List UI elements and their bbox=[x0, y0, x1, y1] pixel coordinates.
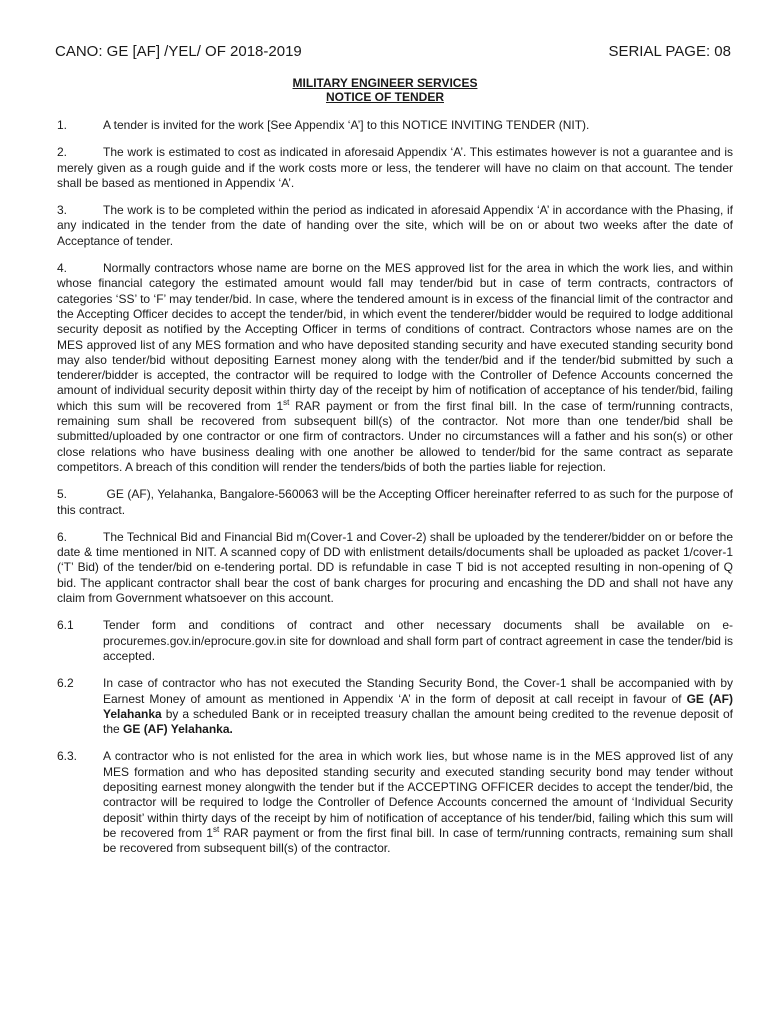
title-notice: NOTICE OF TENDER bbox=[325, 90, 444, 104]
document-titles bbox=[0, 76, 770, 104]
paragraph-text: A tender is invited for the work [See Appendix ‘A’] to this NOTICE INVITING TENDER (NIT). bbox=[103, 118, 590, 132]
paragraph-number: 1. bbox=[57, 118, 68, 132]
paragraph-text: The work is to be completed within the period as indicated in aforesaid Appendix ‘A’ in accordance with the Phasing, if any indicated in the tender from the date of handing over the site, which will be on or about two weeks after the date of Acceptance of tender. bbox=[57, 203, 733, 248]
paragraph-text: A contractor who is not enlisted for the area in which work lies, but whose name is in the MES approved list of any MES formation and who has deposited standing security and executed standing security bond may tender without depositing earnest money alongwith the tender but if the ACCEPTING OFFICER decides to accept the tender/bid, the contractor will be required to lodge the Controller of Defence Accounts concerned the amount of ‘Individual Security deposit’ within thirty days of the receipt by him of notification of acceptance of his tender/bid, failing which this sum will be recovered from 1 bbox=[103, 749, 733, 840]
paragraph-3 bbox=[57, 203, 733, 249]
cano-reference: CANO: GE [AF] /YEL/ OF 2018-2019 bbox=[55, 43, 302, 60]
bold-office-name: GE (AF) Yelahanka bbox=[103, 691, 733, 721]
paragraph-text-cont: RAR payment or from the first final bill. In the case of term/running contracts, remaining sum shall be recovered from subsequent bill(s) of the contractor. Not more than one tender/bid shall be submitted/uploaded by one contractor or one firm of contractors. Under no circumstances will a father and his son(s) or other close relations who have business dealing with one another be allowed to tender/bid for the same contract as separate competitors. A breach of this condition will render the tenders/bids of both the parties liable for rejection. bbox=[57, 398, 733, 474]
bold-office-name: GE (AF) Yelahanka. bbox=[123, 722, 233, 737]
paragraph-5 bbox=[57, 487, 733, 518]
document-body bbox=[57, 118, 733, 868]
superscript: st bbox=[283, 397, 290, 407]
paragraph-6 bbox=[57, 530, 733, 606]
paragraph-number: 4. bbox=[57, 261, 68, 276]
paragraph-text-cont: by a scheduled Bank or in receipted treasury challan the amount being credited to the revenue deposit of the bbox=[103, 706, 733, 737]
page-header bbox=[55, 43, 731, 60]
paragraph-number: 2. bbox=[57, 145, 68, 160]
serial-page: SERIAL PAGE: 08 bbox=[608, 43, 731, 60]
paragraph-text-cont: RAR payment or from the first final bill. In case of term/running contracts, remaining sum shall be recovered from subsequent bill(s) of the contractor. bbox=[103, 825, 734, 856]
paragraph-number: 3. bbox=[57, 203, 68, 218]
title-organization: MILITARY ENGINEER SERVICES bbox=[292, 76, 478, 90]
paragraph-number: 6.2 bbox=[57, 676, 74, 691]
paragraph-text: Normally contractors whose name are borne on the MES approved list for the area in which the work lies, and within whose financial category the estimated amount would fall may tender/bid but in case of term contracts, contractors of categories ‘SS’ to ‘F’ may tender/bid. In case, where the tendered amount is in excess of the financial limit of the contractor and the Accepting Officer decides to accept the tender/bid, in which event the tenderer/bidder would be required to lodge additional security deposit as notified by the Accepting Officer in terms of conditions of contract. Contractors whose names are on the MES approved list of any MES formation and who have deposited standing security and have executed standing security bond may also tender/bid without depositing Earnest money along with the tender/bid and if the tender/bid submitted by such a tenderer/bidder is accepted, the contractor will be required to lodge with the Controller of Defence Accounts concerned the amount of individual security deposit within thirty day of the receipt by him of notification of acceptance of his tender/bid, failing which this sum will be recovered from 1 bbox=[57, 261, 733, 413]
paragraph-number: 6.1 bbox=[57, 618, 74, 633]
paragraph-number: 6.3. bbox=[57, 749, 78, 764]
paragraph-text: The Technical Bid and Financial Bid m(Cover-1 and Cover-2) shall be uploaded by the tenderer/bidder on or before the date & time mentioned in NIT. A scanned copy of DD with enlistment details/documents shall be uploaded as packet 1/cover-1 (‘T’ Bid) of the tender/bid on e-tendering portal. DD is refundable in case T bid is not accepted resulting in non-opening of Q bid. The applicant contractor shall bear the cost of bank charges for procuring and encashing the DD and shall not have any claim from Government whatsoever on this account. bbox=[57, 529, 733, 606]
paragraph-1 bbox=[57, 118, 733, 133]
paragraph-text: The work is estimated to cost as indicated in aforesaid Appendix ‘A’. This estimates however is not a guarantee and is merely given as a rough guide and if the work costs more or less, the tenderer will have no claim on that account. The tender shall be based as mentioned in Appendix ‘A’. bbox=[57, 145, 733, 190]
paragraph-2 bbox=[57, 145, 733, 191]
paragraph-4 bbox=[57, 261, 733, 475]
paragraph-body bbox=[103, 749, 733, 856]
paragraph-number: 5. bbox=[57, 487, 68, 502]
paragraph-text: GE (AF), Yelahanka, Bangalore-560063 will be the Accepting Officer hereinafter referred to as such for the purpose of this contract. bbox=[57, 487, 733, 517]
paragraph-text: In case of contractor who has not executed the Standing Security Bond, the Cover-1 shall be accompanied with by Earnest Money of amount as mentioned in Appendix ‘A’ in the form of deposit at call receipt in favour of bbox=[103, 676, 733, 706]
paragraph-6-2 bbox=[57, 676, 733, 737]
paragraph-text: Tender form and conditions of contract and other necessary documents shall be available on e-procuremes.gov.in/eprocure.gov.in site for download and shall form part of contract agreement in case the tender/bid is accepted. bbox=[103, 618, 733, 663]
paragraph-6-1 bbox=[57, 618, 733, 664]
superscript: st bbox=[212, 824, 220, 834]
paragraph-number: 6. bbox=[57, 529, 68, 544]
paragraph-body bbox=[103, 676, 733, 737]
paragraph-6-3 bbox=[57, 749, 733, 856]
